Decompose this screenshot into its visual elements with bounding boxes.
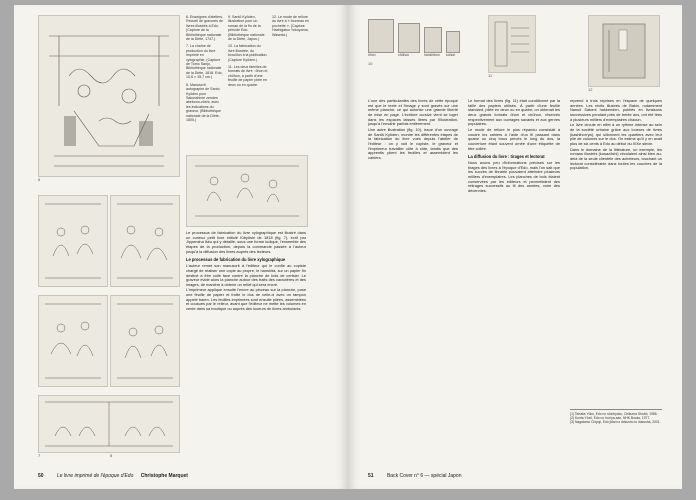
figure-6-woodblock-print [38, 15, 180, 177]
page-number: 51 [368, 473, 374, 479]
footnotes [570, 409, 662, 424]
book-format-ohon [368, 19, 394, 53]
figure-7-print-a [38, 195, 108, 287]
book-format-kohon [446, 31, 460, 53]
figure-number: 11 [488, 73, 493, 78]
caption-11: 11. Les deux familles de formats de livre : ōhon et chūhon, à partir d'une feuille de papier pliée en deux ou en quatre. [228, 65, 268, 87]
footnote: (3) Nagatomo Chiyoji, Edo jidai no dokusho to dokusha, 2001. [570, 420, 661, 424]
paragraph: Dans le domaine de la littérature, un exemple, les romans illustrés (kusazōshi) circulaient ainsi bien au-delà de la seule clientèle des acheteurs, touchant un lectorat considérable dans toutes les couches de la population. [570, 146, 662, 171]
figure-number: 6 [38, 177, 41, 182]
caption-column-1 [186, 15, 224, 155]
paragraph: reprend à trois reprises en l'espace de quelques années. Les récits illustrés de Bakin, notamment Nansō Satomi hakkenden, publiés en livraisons successives pendant près de trente ans, ont été tirés à plusieurs milliers d'exemplaires chacun. [570, 99, 662, 122]
section-heading: Le processus de fabrication du livre xylographique [186, 257, 286, 263]
figure-7-print-d [110, 295, 180, 387]
caption-6: 6. Enseignes d'ateliers, Recueil de gravures de livres illustrés à Edo. (Capture de la Bibliothèque nationale de la Diète, 1747.) [186, 15, 224, 42]
book-format-hanshibon [424, 27, 442, 53]
book-spread [14, 5, 682, 489]
footnote: (2) Konta Yōzō, Edo no hon'ya-san, NHK Books, 1977. [570, 416, 651, 420]
figure-12-book-binding [588, 15, 660, 87]
paragraph: Le processus de fabrication du livre xylographique est illustré dans un curieux petit livre intitulé Kibyōshi de 1818 (fig. 7), écrit par Jippensha Ikku qui y détaille, sous une forme ludique, l'ensemble des étapes de la production, depuis la commande passée à l'auteur jusqu'à la diffusion des livres auprès des lecteurs. [186, 231, 306, 254]
paragraph: Nous avons peu d'informations précises sur les tirages des livres à l'époque d'Edo, mais l'on sait que les succès de librairie pouvaient atteindre plusieurs milliers d'exemplaires. Les planches de bois étaient conservées par les éditeurs et permettaient des retirages successifs au fil des années, voire des décennies. [468, 160, 560, 194]
running-title: Le livre imprimé de l'époque d'Edo [56, 473, 134, 479]
paragraph: Le livre circule en effet à un rythme intense au sein de la société urbaine grâce aux loueurs de livres (kashihon'ya), qui sillonnent les quartiers avec leur pile de volumes sur le dos. On estime qu'il y en avait plus de six cents à Edo au début du XIXe siècle. [570, 122, 662, 146]
section-heading: La diffusion du livre : tirages et lectorat [468, 154, 545, 160]
figure-7-print-c [38, 295, 108, 387]
book-format-chuhon [398, 23, 420, 53]
caption-7: 7. La chaîne de production du livre imprimé en xylographie. (Capture de Tomo Sanjo, Bibliothèque nationale de la Diète, 1818. Edo, 10,6 × 15,7 cm.) [186, 44, 223, 80]
figure-7-print-b [110, 195, 180, 287]
left-body-text [186, 231, 306, 459]
format-label: chūhon [398, 53, 410, 57]
paragraph: Le mode de reliure le plus répandu consistait à coudre les cahiers à l'aide d'un fil passant dans quatre ou cinq trous percés le long du dos, la couverture étant souvent ornée d'une étiquette de titre collée. [468, 126, 560, 151]
running-author: Christophe Marquet [140, 473, 188, 479]
caption-9: 9. Santō Kyōden, illustration pour un roman de la fin de la période Edo. (Bibliothèque nationale de la Diète, Japon.) [228, 15, 265, 42]
figure-7-print-e [38, 395, 180, 453]
paragraph: L'auteur remet son manuscrit à l'éditeur qui le confie au copiste chargé de réaliser une copie au propre, le hanshita, sur un papier fin destiné à être collé face contre la planche de bois de cerisier. Le graveur évide alors la planche autour des traits des caractères et des images, de manière à obtenir un relief qui sera encré. [186, 263, 306, 287]
footnote: (1) Tanaka Yūko, Edo no sōzōryoku, Chikuma Shobō, 1986. [570, 412, 658, 416]
caption-8: 8. Manuscrit autographe de Santo Kyōden pour Sakurahime zenden akebono-zōshi, avec les indications du graveur. (Bibliothèque nationale de la Diète, 1805.) [186, 82, 221, 122]
right-body-column-3 [570, 99, 662, 399]
caption-10: 10. La fabrication du livre illustrée, du brouillon à la publication. (Capture Kyōden.) [228, 44, 268, 62]
caption-column-3 [272, 15, 312, 75]
left-page-footer [38, 473, 188, 479]
right-body-column-2 [468, 99, 560, 459]
caption-12: 12. Le mode de reliure du livre à « fourreau en pochette ». (Capture Hachigatsu Yokoyama, Waseda.) [272, 15, 309, 37]
paragraph: Une autre illustration (fig. 10), issue d'un ouvrage de Santō Kyōden, montre les différentes étapes de la fabrication du livre vues depuis l'atelier de l'éditeur : on y voit le copiste, le graveur et l'imprimeur travailler côte à côte, tandis que des apprentis plient les feuilles et assemblent les cahiers. [368, 126, 458, 160]
left-page [14, 5, 348, 489]
figure-number: 12 [588, 87, 593, 92]
format-label: kohon [446, 53, 456, 57]
right-page [348, 5, 682, 489]
page-number: 50 [38, 473, 44, 479]
figure-8-manuscript [186, 155, 308, 227]
caption-column-2 [228, 15, 268, 155]
paragraph: Le format des livres (fig. 11) était conditionné par la taille des papiers utilisés. À partir d'une feuille standard, pliée en deux ou en quatre, on obtenait les deux grands formats ōhon et chūhon, réservés respectivement aux ouvrages savants et aux genres populaires. [468, 99, 560, 127]
paragraph: L'imprimeur applique ensuite l'encre au pinceau sur la planche, pose une feuille de papier et frotte le dos de celle-ci avec un tampon appelé baren. Les feuilles imprimées sont ensuite pliées, assemblées et cousues par le relieur, avant que l'éditeur ne mette les volumes en vente dans sa boutique ou auprès des loueurs de livres ambulants. [186, 287, 306, 312]
running-title: Back Cover n° 6 — spécial Japon [386, 473, 462, 479]
paragraph: L'une des particularités des livres de cette époque est que le texte et l'image y sont gravés sur une même planche, ce qui autorise une grande liberté de mise en page. L'écriture cursive vient se loger dans les espaces laissés libres par l'illustration, jusqu'à l'envahir parfois entièrement. [368, 99, 458, 127]
right-body-column-1 [368, 99, 458, 459]
format-label: hanshibon [424, 53, 440, 57]
figure-number: 10 [368, 61, 373, 66]
right-page-footer [368, 473, 462, 479]
figure-number: 8 [110, 453, 113, 458]
figure-11-book-cover [488, 15, 536, 73]
figure-number: 7 [38, 453, 41, 458]
format-label: ōhon [368, 53, 376, 57]
